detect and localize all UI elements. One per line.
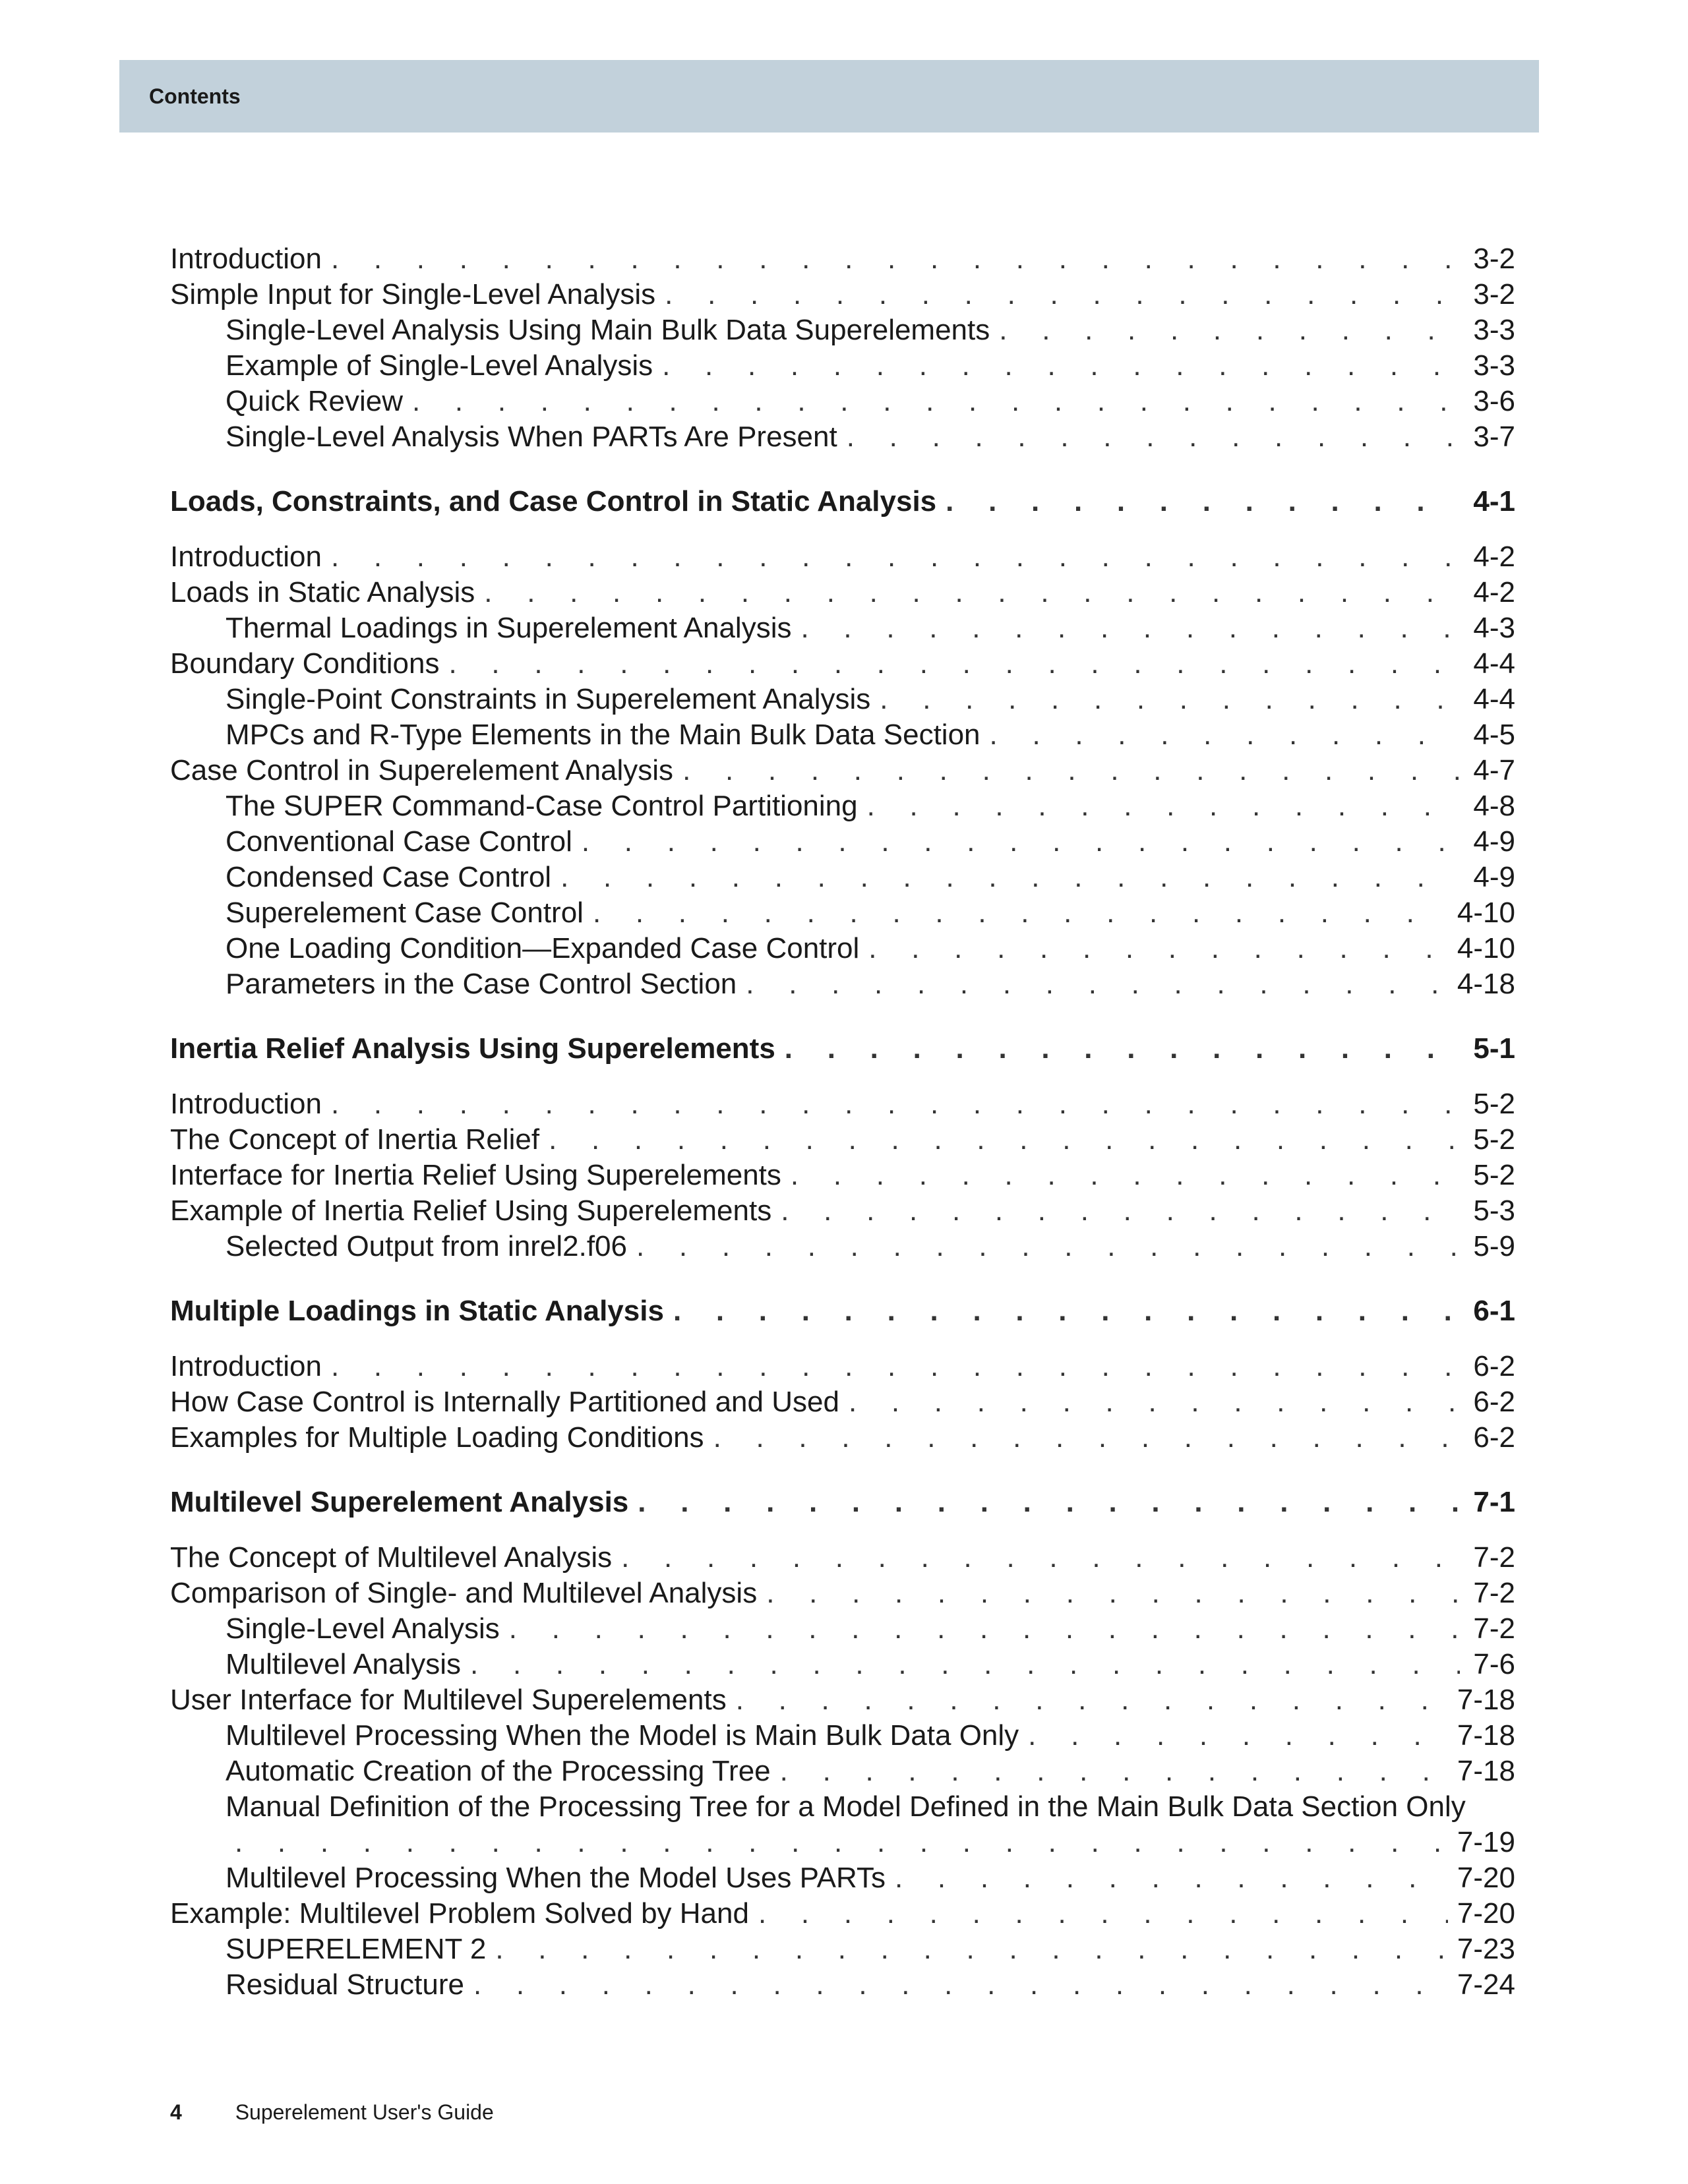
toc-entry[interactable] (170, 421, 1515, 456)
toc-entry[interactable] (170, 1719, 1515, 1755)
toc-entry-title: Parameters in the Case Control Section (226, 968, 737, 1000)
toc-dot-leader (331, 1350, 1460, 1383)
toc-entry-page: 5-3 (1473, 1195, 1515, 1227)
toc-dot-leader (662, 349, 1460, 382)
toc-entry[interactable] (170, 1862, 1515, 1897)
toc-dot-leader (235, 1826, 1448, 1859)
toc-entry[interactable] (170, 385, 1515, 421)
toc-entry[interactable] (170, 647, 1515, 683)
toc-entry-page: 7-6 (1473, 1648, 1515, 1680)
toc-entry-title: Example: Multilevel Problem Solved by Hand (170, 1897, 749, 1930)
toc-entry[interactable] (170, 576, 1515, 612)
toc-entry-page: 4-10 (1457, 897, 1515, 929)
toc-entry-page: 4-4 (1473, 647, 1515, 680)
toc-entry[interactable] (170, 349, 1515, 385)
table-of-contents (170, 243, 1515, 2004)
toc-entry-page: 7-1 (1473, 1486, 1515, 1518)
toc-entry-title: One Loading Condition—Expanded Case Control (226, 932, 860, 964)
toc-dot-leader (636, 1230, 1460, 1263)
toc-dot-leader (560, 861, 1460, 894)
toc-entry-title: Comparison of Single- and Multilevel Analysis (170, 1577, 758, 1609)
toc-entry-title: User Interface for Multilevel Superelements (170, 1684, 727, 1716)
toc-dot-leader (484, 576, 1460, 609)
toc-entry-title: Multiple Loadings in Static Analysis (170, 1295, 664, 1327)
toc-dot-leader (665, 278, 1460, 311)
toc-chapter-entry[interactable] (170, 1295, 1515, 1330)
toc-entry-title: Introduction (170, 1088, 322, 1120)
toc-entry-page: 4-4 (1473, 683, 1515, 715)
toc-chapter-entry[interactable] (170, 1032, 1515, 1068)
toc-entry[interactable] (170, 1648, 1515, 1684)
toc-entry-title: Interface for Inertia Relief Using Superelements (170, 1159, 781, 1191)
toc-dot-leader (781, 1195, 1460, 1227)
toc-entry[interactable] (170, 1088, 1515, 1123)
toc-entry[interactable] (170, 1541, 1515, 1577)
toc-entry-page: 7-19 (1457, 1826, 1515, 1858)
toc-entry[interactable] (170, 314, 1515, 349)
toc-entry-page: 4-9 (1473, 825, 1515, 858)
toc-entry[interactable] (170, 1195, 1515, 1230)
toc-dot-leader (593, 897, 1448, 930)
toc-dot-leader (412, 385, 1460, 418)
toc-entry-page: 7-20 (1457, 1862, 1515, 1894)
toc-entry-page: 4-8 (1473, 790, 1515, 822)
toc-entry[interactable] (170, 1421, 1515, 1457)
toc-entry[interactable] (170, 1897, 1515, 1933)
toc-dot-leader (682, 754, 1460, 787)
toc-dot-leader (800, 612, 1460, 645)
toc-entry-title: Introduction (170, 541, 322, 573)
toc-entry-title: Boundary Conditions (170, 647, 440, 680)
toc-entry-page: 7-23 (1457, 1933, 1515, 1965)
toc-entry[interactable] (170, 1123, 1515, 1159)
toc-entry[interactable] (170, 968, 1515, 1003)
toc-entry-page: 4-5 (1473, 719, 1515, 751)
toc-dot-leader (448, 647, 1460, 680)
toc-entry[interactable] (170, 1230, 1515, 1266)
toc-entry-page: 5-2 (1473, 1159, 1515, 1191)
toc-entry-page: 6-2 (1473, 1421, 1515, 1454)
toc-entry-title: MPCs and R-Type Elements in the Main Bulk Data Section (226, 719, 980, 751)
toc-entry[interactable] (170, 1577, 1515, 1612)
toc-dot-leader (495, 1933, 1448, 1966)
toc-entry-page: 4-7 (1473, 754, 1515, 786)
toc-entry-title: Examples for Multiple Loading Conditions (170, 1421, 704, 1454)
toc-dot-leader (736, 1684, 1448, 1717)
toc-chapter-entry[interactable] (170, 1486, 1515, 1521)
page-footer (170, 2100, 494, 2125)
toc-entry-page: 4-2 (1473, 541, 1515, 573)
toc-entry-title: Multilevel Analysis (226, 1648, 462, 1680)
toc-entry-title: Example of Single-Level Analysis (226, 349, 653, 382)
toc-entry-page: 3-2 (1473, 278, 1515, 310)
toc-dot-leader (473, 1968, 1448, 2001)
toc-entry[interactable] (170, 1386, 1515, 1421)
toc-entry-page: 3-2 (1473, 243, 1515, 275)
toc-entry[interactable] (170, 1350, 1515, 1386)
toc-dot-leader (868, 932, 1448, 965)
toc-dot-leader (713, 1421, 1460, 1454)
toc-dot-leader (758, 1897, 1448, 1930)
toc-entry-page: 4-10 (1457, 932, 1515, 964)
toc-entry-page: 7-20 (1457, 1897, 1515, 1930)
toc-dot-leader (785, 1032, 1460, 1065)
toc-entry-title: The Concept of Inertia Relief (170, 1123, 540, 1156)
toc-entry-page: 7-2 (1473, 1541, 1515, 1574)
toc-entry-page: 7-2 (1473, 1577, 1515, 1609)
toc-entry-page: 4-3 (1473, 612, 1515, 644)
toc-dot-leader (766, 1577, 1460, 1610)
toc-entry-page: 5-1 (1473, 1032, 1515, 1065)
toc-entry-page: 3-3 (1473, 314, 1515, 346)
toc-entry-title: Conventional Case Control (226, 825, 572, 858)
toc-entry-title: Single-Level Analysis When PARTs Are Present (226, 421, 837, 453)
toc-dot-leader (509, 1612, 1460, 1645)
toc-dot-leader (746, 968, 1448, 1001)
toc-entry-title: Superelement Case Control (226, 897, 584, 929)
toc-entry[interactable] (170, 1755, 1515, 1790)
toc-entry-title: Single-Level Analysis Using Main Bulk Data Superelements (226, 314, 990, 346)
toc-entry-title: Inertia Relief Analysis Using Superelements (170, 1032, 775, 1065)
toc-dot-leader (331, 1088, 1460, 1121)
toc-entry-page: 4-2 (1473, 576, 1515, 608)
toc-entry[interactable] (170, 1968, 1515, 2004)
toc-entry-title: The Concept of Multilevel Analysis (170, 1541, 613, 1574)
toc-entry[interactable] (170, 683, 1515, 719)
toc-chapter-entry[interactable] (170, 485, 1515, 521)
toc-entry-page: 6-2 (1473, 1350, 1515, 1382)
toc-entry-page: 5-9 (1473, 1230, 1515, 1262)
toc-entry-title: SUPERELEMENT 2 (226, 1933, 487, 1965)
toc-dot-leader (638, 1486, 1460, 1519)
toc-entry[interactable] (170, 825, 1515, 861)
toc-entry-title: Quick Review (226, 385, 403, 417)
toc-entry-continuation[interactable] (170, 1826, 1515, 1862)
toc-entry[interactable] (170, 1684, 1515, 1719)
toc-entry-title: Multilevel Processing When the Model is Main Bulk Data Only (226, 1719, 1019, 1752)
toc-entry-title: Thermal Loadings in Superelement Analysis (226, 612, 792, 644)
toc-dot-leader (582, 825, 1460, 858)
toc-dot-leader (999, 314, 1460, 347)
toc-entry[interactable] (170, 278, 1515, 314)
toc-entry[interactable] (170, 1790, 1515, 1826)
toc-entry[interactable] (170, 612, 1515, 647)
toc-entry-page: 5-2 (1473, 1123, 1515, 1156)
toc-entry-title: Introduction (170, 1350, 322, 1382)
toc-entry-page: 3-3 (1473, 349, 1515, 382)
toc-entry-title: Loads in Static Analysis (170, 576, 475, 608)
toc-entry-page: 4-18 (1457, 968, 1515, 1000)
toc-dot-leader (1028, 1719, 1448, 1752)
toc-dot-leader (791, 1159, 1460, 1192)
toc-dot-leader (847, 421, 1460, 454)
toc-dot-leader (990, 719, 1460, 752)
toc-entry-title: Case Control in Superelement Analysis (170, 754, 674, 786)
toc-dot-leader (849, 1386, 1460, 1419)
toc-entry-page: 4-9 (1473, 861, 1515, 893)
toc-entry-page: 5-2 (1473, 1088, 1515, 1120)
toc-dot-leader (621, 1541, 1460, 1574)
toc-entry-page: 3-7 (1473, 421, 1515, 453)
toc-entry[interactable] (170, 719, 1515, 754)
toc-entry-title: Selected Output from inrel2.f06 (226, 1230, 627, 1262)
toc-entry[interactable] (170, 1159, 1515, 1195)
toc-entry-title: Multilevel Superelement Analysis (170, 1486, 629, 1518)
toc-dot-leader (867, 790, 1460, 823)
toc-entry-title: Residual Structure (226, 1968, 464, 2001)
toc-entry[interactable] (170, 932, 1515, 968)
toc-entry-title: Condensed Case Control (226, 861, 552, 893)
toc-dot-leader (946, 485, 1460, 518)
footer-page-number: 4 (170, 2100, 182, 2124)
header-title: Contents (149, 84, 241, 108)
toc-entry-title: Automatic Creation of the Processing Tree (226, 1755, 771, 1787)
toc-dot-leader (549, 1123, 1460, 1156)
toc-entry-title: Loads, Constraints, and Case Control in Static Analysis (170, 485, 937, 517)
toc-entry-title: Single-Point Constraints in Superelement Analysis (226, 683, 871, 715)
toc-entry-page: 7-2 (1473, 1612, 1515, 1645)
toc-dot-leader (673, 1295, 1460, 1328)
toc-entry-title: Single-Level Analysis (226, 1612, 500, 1645)
footer-book-title: Superelement User's Guide (235, 2100, 494, 2124)
toc-entry-page: 7-18 (1457, 1719, 1515, 1752)
toc-entry-page: 6-1 (1473, 1295, 1515, 1327)
toc-entry-title: The SUPER Command-Case Control Partitioning (226, 790, 858, 822)
toc-dot-leader (880, 683, 1460, 716)
page-header (119, 60, 1539, 133)
toc-entry[interactable] (170, 897, 1515, 932)
toc-dot-leader (331, 243, 1460, 276)
toc-entry-page: 6-2 (1473, 1386, 1515, 1418)
toc-entry-title: Simple Input for Single-Level Analysis (170, 278, 656, 310)
toc-entry[interactable] (170, 790, 1515, 825)
toc-entry-title: Multilevel Processing When the Model Uses PARTs (226, 1862, 886, 1894)
toc-entry[interactable] (170, 861, 1515, 897)
toc-dot-leader (895, 1862, 1448, 1895)
toc-dot-leader (470, 1648, 1460, 1681)
toc-entry-title: Manual Definition of the Processing Tree for a Model Defined in the Main Bulk Data Section Only (226, 1790, 1466, 1823)
toc-entry-title: Introduction (170, 243, 322, 275)
toc-entry-page: 4-1 (1473, 485, 1515, 517)
toc-entry-page: 7-24 (1457, 1968, 1515, 2001)
toc-entry[interactable] (170, 754, 1515, 790)
toc-entry[interactable] (170, 1933, 1515, 1968)
toc-dot-leader (780, 1755, 1448, 1788)
toc-entry-page: 7-18 (1457, 1684, 1515, 1716)
toc-dot-leader (331, 541, 1460, 574)
toc-entry-page: 3-6 (1473, 385, 1515, 417)
toc-entry-page: 7-18 (1457, 1755, 1515, 1787)
toc-entry-title: Example of Inertia Relief Using Superelements (170, 1195, 772, 1227)
toc-entry[interactable] (170, 243, 1515, 278)
toc-entry-title: How Case Control is Internally Partitioned and Used (170, 1386, 839, 1418)
toc-entry[interactable] (170, 541, 1515, 576)
toc-entry[interactable] (170, 1612, 1515, 1648)
